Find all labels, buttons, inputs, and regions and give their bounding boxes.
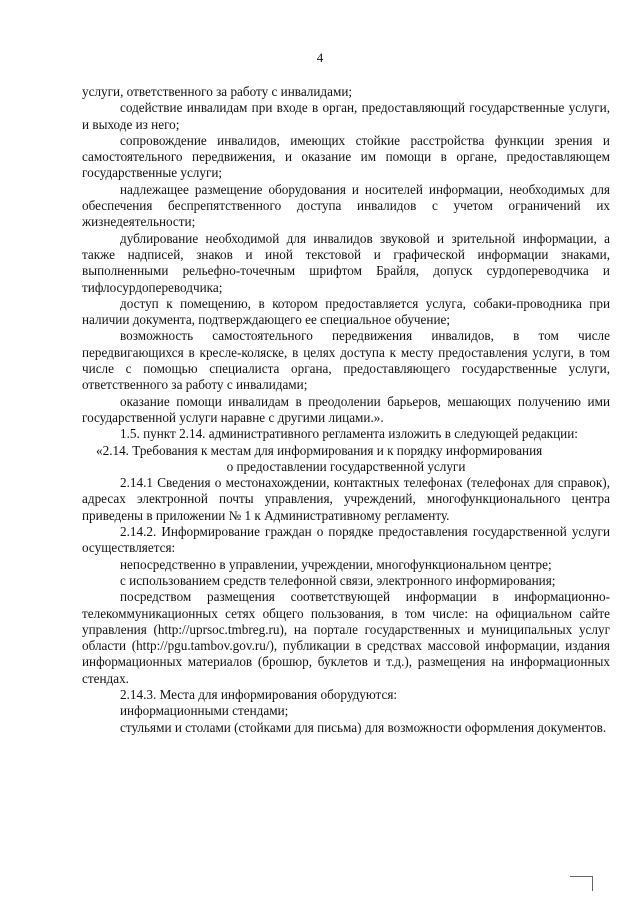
paragraph: доступ к помещению, в котором предоставляется услуга, собаки-проводника при наличии документа, подтверждающего ее специальное обучение;	[82, 295, 610, 328]
paragraph: надлежащее размещение оборудования и носителей информации, необходимых для обеспечения беспрепятственного доступа инвалидов с учетом ограничений их жизнедеятельности;	[82, 181, 610, 230]
paragraph: возможность самостоятельного передвижения инвалидов, в том числе передвигающихся в кресле-коляске, в целях доступа к месту предоставления услуги, в том числе с помощью специалиста органа, предоставляющего государственные услуги, ответственного за работу с инвалидами;	[82, 328, 610, 393]
section-heading-continued: о предоставлении государственной услуги	[226, 458, 466, 474]
document-body	[82, 84, 610, 736]
paragraph: оказание помощи инвалидам в преодолении барьеров, мешающих получению ими государственной услуги наравне с другими лицами.».	[82, 393, 610, 425]
paragraph: содействие инвалидам при входе в орган, предоставляющий государственные услуги, и выходе из него;	[82, 100, 610, 132]
paragraph: непосредственно в управлении, учреждении, многофункциональном центре;	[120, 556, 552, 572]
paragraph: 1.5. пункт 2.14. административного регламента изложить в следующей редакции:	[120, 426, 578, 442]
paragraph: информационными стендами;	[120, 703, 289, 719]
page-number: 4	[316, 50, 324, 65]
paragraph: дублирование необходимой для инвалидов звуковой и зрительной информации, а также надписей, знаков и иной текстовой и графической информации знаками, выполненными рельефно-точечным шрифтом Брайля, допуск сурдопереводчика и тифлосурдопереводчика;	[82, 230, 610, 295]
paragraph: стульями и столами (стойками для письма) для возможности оформления документов.	[120, 719, 607, 735]
section-heading: «2.14. Требования к местам для информирования и к порядку информирования	[96, 442, 543, 458]
paragraph: 2.14.1 Сведения о местонахождении, контактных телефонах (телефонах для справок), адресах электронной почты управления, учреждений, многофункционального центра приведены в приложении № 1 к Административному регламенту.	[82, 475, 610, 523]
paragraph: 2.14.2. Информирование граждан о порядке предоставления государственной услуги осуществляется:	[82, 524, 610, 556]
paragraph: сопровождение инвалидов, имеющих стойкие расстройства функции зрения и самостоятельного передвижения, и оказание им помощи в органе, предоставляющем государственные услуги;	[82, 132, 610, 181]
paragraph: посредством размещения соответствующей информации в информационно-телекоммуникационных сетях общего пользования, в том числе: на официальном сайте управления (http://uprsoc.tmbreg.ru), на портале государственных и муниципальных услуг области (http://pgu.tambov.gov.ru/), публикации в средствах массовой информации, издания информационных материалов (брошюр, буклетов и т.д.), размещения на информационных стендах.	[82, 589, 610, 686]
paragraph: 2.14.3. Места для информирования оборудуются:	[120, 686, 398, 702]
paragraph: услуги, ответственного за работу с инвалидами;	[82, 84, 353, 99]
corner-mark	[570, 876, 593, 891]
paragraph: с использованием средств телефонной связи, электронного информирования;	[120, 572, 556, 588]
